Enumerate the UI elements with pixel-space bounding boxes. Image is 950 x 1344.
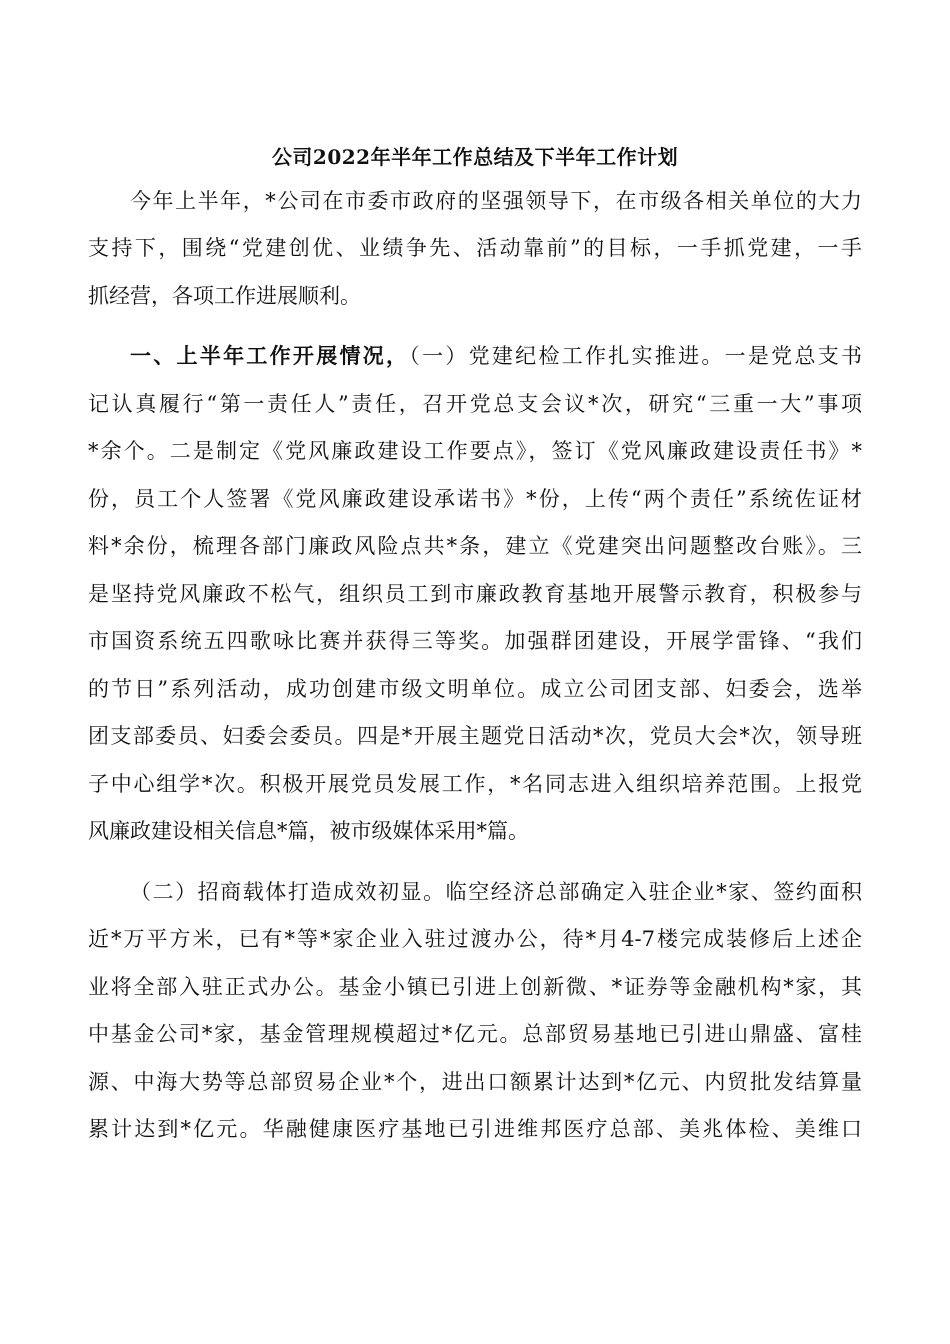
section1-line-11: 风廉政建设相关信息*篇，被市级媒体采用*篇。 bbox=[88, 819, 529, 843]
intro-line-1: 今年上半年，*公司在市委市政府的坚强领导下，在市级各相关单位的大力 bbox=[130, 189, 862, 213]
section1-first-line bbox=[130, 336, 862, 376]
section1-line-4: 份，员工个人签署《党风廉政建设承诺书》*份，上传“两个责任”系统佐证材 bbox=[88, 487, 862, 511]
section1-first-line-text: （一）党建纪检工作扎实推进。一是党总支书 bbox=[409, 344, 862, 368]
section2-line-3: 业将全部入驻正式办公。基金小镇已引进上创新微、*证券等金融机构*家，其 bbox=[88, 975, 862, 999]
section1-line-8: 的节日”系列活动，成功创建市级文明单位。成立公司团支部、妇委会，选举 bbox=[88, 677, 862, 701]
section1-line-3: *余个。二是制定《党风廉政建设工作要点》，签订《党风廉政建设责任书》* bbox=[88, 439, 862, 463]
section1-line-6: 是坚持党风廉政不松气，组织员工到市廉政教育基地开展警示教育，积极参与 bbox=[88, 582, 862, 606]
section1-heading: 一、上半年工作开展情况， bbox=[130, 343, 410, 368]
section2-line-5: 源、中海大势等总部贸易企业*个，进出口额累计达到*亿元、内贸批发结算量 bbox=[88, 1070, 862, 1094]
section1-line-7: 市国资系统五四歌咏比赛并获得三等奖。加强群团建设，开展学雷锋、“我们 bbox=[88, 629, 862, 653]
section2-line-1: （二）招商载体打造成效初显。临空经济总部确定入驻企业*家、签约面积 bbox=[130, 880, 862, 904]
section2-line-6: 累计达到*亿元。华融健康医疗基地已引进维邦医疗总部、美兆体检、美维口 bbox=[88, 1117, 862, 1141]
intro-line-2: 支持下，围绕“党建创优、业绩争先、活动靠前”的目标，一手抓党建，一手 bbox=[88, 236, 862, 260]
section1-line-10: 子中心组学*次。积极开展党员发展工作，*名同志进入组织培养范围。上报党 bbox=[88, 772, 862, 796]
intro-line-3: 抓经营，各项工作进展顺利。 bbox=[88, 284, 361, 308]
section1-line-5: 料*余份，梳理各部门廉政风险点共*条，建立《党建突出问题整改台账》。三 bbox=[88, 534, 862, 558]
document-title: 公司2022年半年工作总结及下半年工作计划 bbox=[271, 145, 679, 169]
section2-line-2: 近*万平方米，已有*等*家企业入驻过渡办公，待*月4-7楼完成装修后上述企 bbox=[88, 927, 862, 951]
section1-line-2: 记认真履行“第一责任人”责任，召开党总支会议*次，研究“三重一大”事项 bbox=[88, 392, 862, 416]
section1-line-9: 团支部委员、妇委会委员。四是*开展主题党日活动*次，党员大会*次，领导班 bbox=[88, 724, 862, 748]
section2-line-4: 中基金公司*家，基金管理规模超过*亿元。总部贸易基地已引进山鼎盛、富桂 bbox=[88, 1022, 862, 1046]
